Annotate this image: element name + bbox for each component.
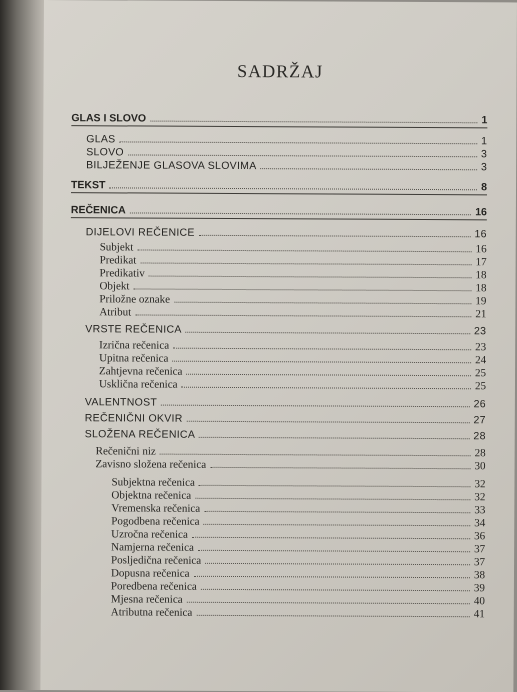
leader-dots: [199, 477, 471, 487]
toc-entry: [71, 202, 487, 218]
toc-label: REČENICA: [70, 204, 126, 217]
toc-label: Subjektna rečenica: [111, 476, 195, 489]
toc-page-number: 37: [474, 556, 486, 569]
toc-label: Predikat: [99, 254, 137, 267]
toc-page-number: 32: [474, 491, 486, 504]
toc-label: Atribut: [99, 306, 132, 319]
toc-label: Predikativ: [99, 267, 145, 280]
toc-entry: [71, 110, 487, 126]
toc-entry: [85, 321, 486, 337]
toc-label: Zahtjevna rečenica: [99, 365, 183, 378]
toc-label: GLAS: [86, 133, 116, 146]
toc-page-number: 32: [474, 478, 486, 491]
toc-page-number: 41: [473, 608, 485, 621]
toc-page-number: 1: [481, 114, 488, 127]
toc-page-number: 25: [474, 380, 487, 393]
leader-dots: [186, 366, 471, 376]
toc-entry: [99, 376, 486, 392]
toc-page-number: 23: [475, 341, 487, 354]
toc-entry: [71, 177, 487, 193]
leader-dots: [119, 133, 477, 144]
toc-page-number: 3: [480, 161, 488, 174]
leader-dots: [192, 529, 470, 539]
toc-label: Rečenični niz: [95, 445, 156, 458]
toc-label: Namjerna rečenica: [111, 541, 194, 554]
toc-label: Usklična rečenica: [98, 378, 178, 391]
toc-label: Vremenska rečenica: [111, 502, 201, 515]
leader-dots: [149, 268, 472, 279]
toc-page-number: 23: [473, 325, 487, 338]
toc-label: Objektna rečenica: [111, 489, 192, 502]
toc-page-number: 16: [475, 243, 487, 256]
toc-page-number: 1: [481, 135, 488, 148]
leader-dots: [160, 446, 471, 457]
leader-dots: [186, 324, 470, 334]
toc-entry: [86, 157, 487, 173]
leader-dots: [210, 459, 470, 469]
leader-dots: [198, 542, 470, 552]
leader-dots: [172, 353, 471, 364]
leader-dots: [130, 204, 472, 215]
leader-dots: [193, 568, 470, 578]
toc-page-number: 34: [474, 517, 486, 530]
toc-label: Mjesna rečenica: [110, 593, 183, 606]
toc-entry: [85, 410, 486, 426]
toc-entry: [86, 224, 487, 240]
toc-page-number: 33: [474, 504, 486, 517]
toc-label: DIJELOVI REČENICE: [85, 226, 195, 239]
leader-dots: [187, 594, 470, 604]
leader-dots: [150, 113, 478, 124]
leader-dots: [109, 179, 477, 190]
toc-label: Zavisno složena rečenica: [95, 458, 207, 471]
toc-page-number: 30: [474, 460, 486, 473]
toc-page-number: 27: [473, 414, 486, 427]
toc-label: Uzročna rečenica: [111, 528, 188, 541]
leader-dots: [174, 294, 471, 305]
toc-label: SLOŽENA REČENICA: [84, 428, 196, 441]
leader-dots: [161, 397, 470, 408]
toc-label: TEKST: [70, 179, 106, 192]
toc-page-number: 21: [475, 308, 487, 321]
toc-entry: [85, 394, 486, 410]
toc-page-number: 3: [481, 148, 488, 161]
toc-page-number: 38: [473, 569, 486, 582]
toc-label: REČENIČNI OKVIR: [84, 412, 183, 425]
toc-page-number: 19: [475, 295, 487, 308]
leader-dots: [135, 306, 471, 317]
toc-label: VRSTE REČENICA: [85, 323, 182, 336]
toc-label: Poredbena rečenica: [110, 580, 197, 593]
toc-page-number: 18: [475, 269, 487, 282]
toc-page-number: 37: [474, 543, 486, 556]
toc-label: Priložne oznake: [99, 293, 171, 306]
leader-dots: [137, 241, 471, 252]
table-of-contents: [40, 0, 517, 692]
toc-entry: [96, 456, 486, 472]
leader-dots: [199, 429, 469, 439]
toc-page-number: 16: [475, 206, 487, 219]
toc-label: BILJEŽENJE GLASOVA SLOVIMA: [86, 159, 257, 173]
leader-dots: [187, 413, 470, 423]
toc-page-number: 36: [474, 530, 486, 543]
toc-label: Upitna rečenica: [99, 352, 169, 365]
toc-page-number: 8: [481, 181, 488, 194]
leader-dots: [195, 490, 470, 500]
leader-dots: [261, 160, 477, 170]
toc-label: Objekt: [99, 280, 130, 293]
leader-dots: [128, 146, 477, 157]
toc-page-number: 26: [473, 398, 486, 411]
toc-label: Atributna rečenica: [110, 606, 193, 619]
toc-entry: [85, 426, 486, 442]
leader-dots: [205, 555, 470, 565]
toc-page-number: 28: [474, 447, 486, 460]
toc-page-number: 39: [473, 582, 485, 595]
book-page: [40, 0, 517, 692]
toc-page-number: 28: [473, 430, 486, 443]
toc-label: Posljedična rečenica: [111, 554, 202, 567]
toc-page-number: 40: [473, 595, 485, 608]
leader-dots: [133, 280, 471, 291]
toc-label: GLAS I SLOVO: [71, 112, 147, 125]
leader-dots: [140, 255, 471, 266]
toc-label: Izrična rečenica: [99, 339, 170, 352]
leader-dots: [204, 503, 470, 513]
leader-dots: [181, 379, 471, 390]
page-title: SADRŽAJ: [237, 61, 324, 82]
toc-entry: [99, 304, 486, 320]
toc-entry: [111, 604, 485, 620]
leader-dots: [173, 340, 471, 351]
toc-page-number: 16: [474, 228, 487, 241]
toc-label: Pogodbena rečenica: [111, 515, 200, 528]
toc-page-number: 24: [475, 354, 487, 367]
toc-page-number: 25: [475, 367, 487, 380]
leader-dots: [201, 581, 470, 591]
leader-dots: [196, 607, 469, 617]
toc-label: Dopusna rečenica: [110, 567, 190, 580]
leader-dots: [204, 516, 471, 526]
toc-page-number: 18: [475, 282, 487, 295]
leader-dots: [199, 227, 471, 237]
toc-label: Subjekt: [99, 241, 134, 254]
toc-label: VALENTNOST: [84, 396, 158, 409]
toc-label: SLOVO: [86, 146, 124, 159]
toc-page-number: 17: [475, 256, 487, 269]
